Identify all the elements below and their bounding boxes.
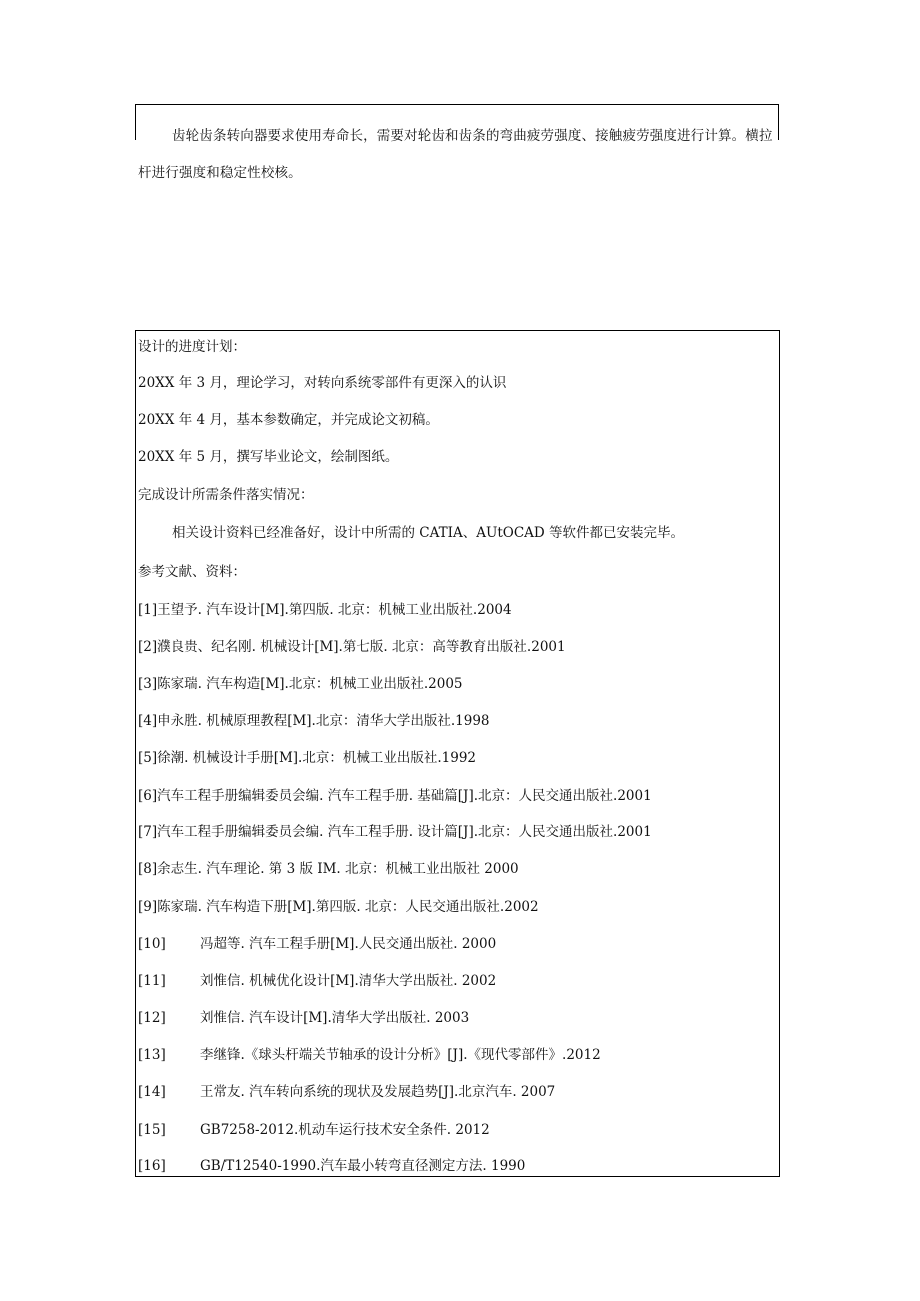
reference-text: GB7258-2012.机动车运行技术安全条件. 2012 [200, 1122, 490, 1138]
reference-item: [7]汽车工程手册编辑委员会编. 汽车工程手册. 设计篇[J].北京：人民交通出版社.2001 [138, 824, 652, 840]
reference-item: [5]徐潮. 机械设计手册[M].北京：机械工业出版社.1992 [138, 750, 477, 766]
conditions-text: 相关设计资料已经准备好，设计中所需的 CATIA、AUtOCAD 等软件都已安装完毕。 [172, 525, 685, 541]
reference-number: [14] [138, 1084, 166, 1100]
plan-item: 20XX 年 3 月，理论学习，对转向系统零部件有更深入的认识 [138, 375, 507, 391]
reference-item: [4]申永胜. 机械原理教程[M].北京：清华大学出版社.1998 [138, 713, 490, 729]
reference-number: [11] [138, 973, 166, 989]
reference-text: 刘惟信. 机械优化设计[M].清华大学出版社. 2002 [200, 973, 497, 989]
reference-number: [10] [138, 936, 166, 952]
reference-text: 王常友. 汽车转向系统的现状及发展趋势[J].北京汽车. 2007 [200, 1084, 556, 1100]
plan-heading: 设计的进度计划： [138, 339, 246, 355]
reference-text: 冯超等. 汽车工程手册[M].人民交通出版社. 2000 [200, 936, 497, 952]
reference-number: [12] [138, 1010, 166, 1026]
reference-item: [8]余志生. 汽车理论. 第 3 版 IM. 北京：机械工业出版社 2000 [138, 861, 519, 877]
plan-item: 20XX 年 4 月，基本参数确定，并完成论文初稿。 [138, 412, 439, 428]
reference-item: [3]陈家瑞. 汽车构造[M].北京：机械工业出版社.2005 [138, 676, 463, 692]
reference-item: [9]陈家瑞. 汽车构造下册[M].第四版. 北京：人民交通出版社.2002 [138, 899, 539, 915]
reference-number: [13] [138, 1047, 166, 1063]
reference-text: 李继锋.《球头杆端关节轴承的设计分析》[J].《现代零部件》.2012 [200, 1047, 601, 1063]
reference-item: [1]王望予. 汽车设计[M].第四版. 北京：机械工业出版社.2004 [138, 602, 512, 618]
reference-text: GB/T12540-1990.汽车最小转弯直径测定方法. 1990 [200, 1158, 526, 1174]
conditions-heading: 完成设计所需条件落实情况： [138, 487, 314, 503]
requirements-paragraph: 齿轮齿条转向器要求使用寿命长，需要对轮齿和齿条的弯曲疲劳强度、接触疲劳强度进行计算。横拉杆进行强度和稳定性校核。 [138, 128, 773, 181]
plan-item: 20XX 年 5 月，撰写毕业论文，绘制图纸。 [138, 449, 399, 465]
reference-item: [2]濮良贵、纪名刚. 机械设计[M].第七版. 北京：高等教育出版社.2001 [138, 639, 566, 655]
references-heading: 参考文献、资料： [138, 564, 246, 580]
reference-number: [15] [138, 1122, 166, 1138]
reference-item: [6]汽车工程手册编辑委员会编. 汽车工程手册. 基础篇[J].北京：人民交通出版社.2001 [138, 788, 652, 804]
reference-number: [16] [138, 1158, 166, 1174]
reference-text: 刘惟信. 汽车设计[M].清华大学出版社. 2003 [200, 1010, 470, 1026]
